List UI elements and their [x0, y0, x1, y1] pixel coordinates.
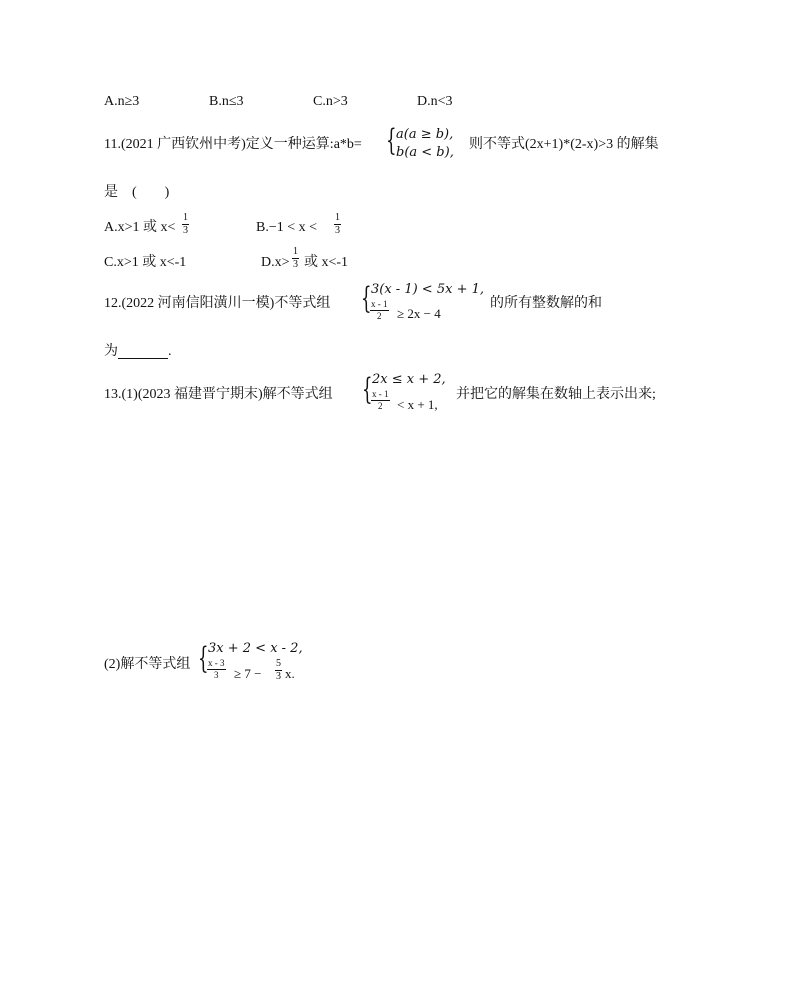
q13-eq1: 2x ≤ x + 2,: [372, 372, 446, 387]
q11-option-d-fraction: $\frac{1}{3}$: [293, 246, 298, 270]
q10-option-a: A.n≥3: [104, 94, 140, 109]
q13-part2-brace: {: [198, 641, 209, 676]
q13-part2-end: x.: [285, 666, 295, 681]
q11-suffix: 则不等式(2x+1)*(2-x)>3 的解集: [469, 137, 659, 152]
q10-option-c: C.n>3: [313, 94, 348, 109]
q11-option-a: A.x>1 或 x<: [104, 220, 176, 235]
q12-eq2: ≥ 2x − 4: [397, 306, 441, 321]
q13-eq2: < x + 1,: [397, 397, 438, 412]
q13-part2-mid: ≥ 7 −: [234, 666, 262, 681]
q11-brace: {: [386, 123, 397, 158]
q13-part2-fraction1: $\frac{x - 3}{3}$: [208, 658, 225, 680]
q13-part2-eq1: 3x + 2 < x - 2,: [208, 641, 303, 656]
q12-brace: {: [361, 281, 372, 316]
q12-line2: 为 .: [104, 344, 172, 359]
q13-suffix: 并把它的解集在数轴上表示出来;: [456, 387, 656, 402]
q11-prefix: 11.(2021 广西钦州中考)定义一种运算:a*b=: [104, 137, 362, 152]
q12-fraction: $\frac{x - 1}{2}$: [371, 299, 388, 321]
q13-part2-prefix: (2)解不等式组: [104, 657, 191, 672]
q11-option-b-fraction: $\frac{1}{3}$: [335, 212, 340, 236]
q11-line2: 是 ( ): [104, 185, 170, 200]
q12-suffix: 的所有整数解的和: [490, 296, 602, 311]
q11-option-d-suffix: 或 x<-1: [304, 255, 349, 270]
q13-brace: {: [362, 372, 373, 407]
q12-eq1: 3(x - 1) < 5x + 1,: [371, 282, 484, 297]
q10-option-b: B.n≤3: [209, 94, 244, 109]
q13-fraction: $\frac{x - 1}{2}$: [372, 389, 389, 411]
q11-case2: b(a < b),: [396, 145, 454, 160]
q11-option-a-fraction: $\frac{1}{3}$: [183, 212, 188, 236]
q11-case1: a(a ≥ b),: [396, 127, 454, 142]
q10-option-d: D.n<3: [417, 94, 453, 109]
q11-option-b: B.−1 < x <: [256, 220, 318, 235]
q12-prefix: 12.(2022 河南信阳潢川一模)不等式组: [104, 296, 331, 311]
q11-option-d: D.x>: [261, 255, 290, 270]
q13-part2-fraction2: $\frac{5}{3}$: [276, 658, 281, 682]
q11-option-c: C.x>1 或 x<-1: [104, 255, 187, 270]
q13-prefix: 13.(1)(2023 福建晋宁期末)解不等式组: [104, 387, 333, 402]
q12-answer-blank: [118, 346, 168, 359]
